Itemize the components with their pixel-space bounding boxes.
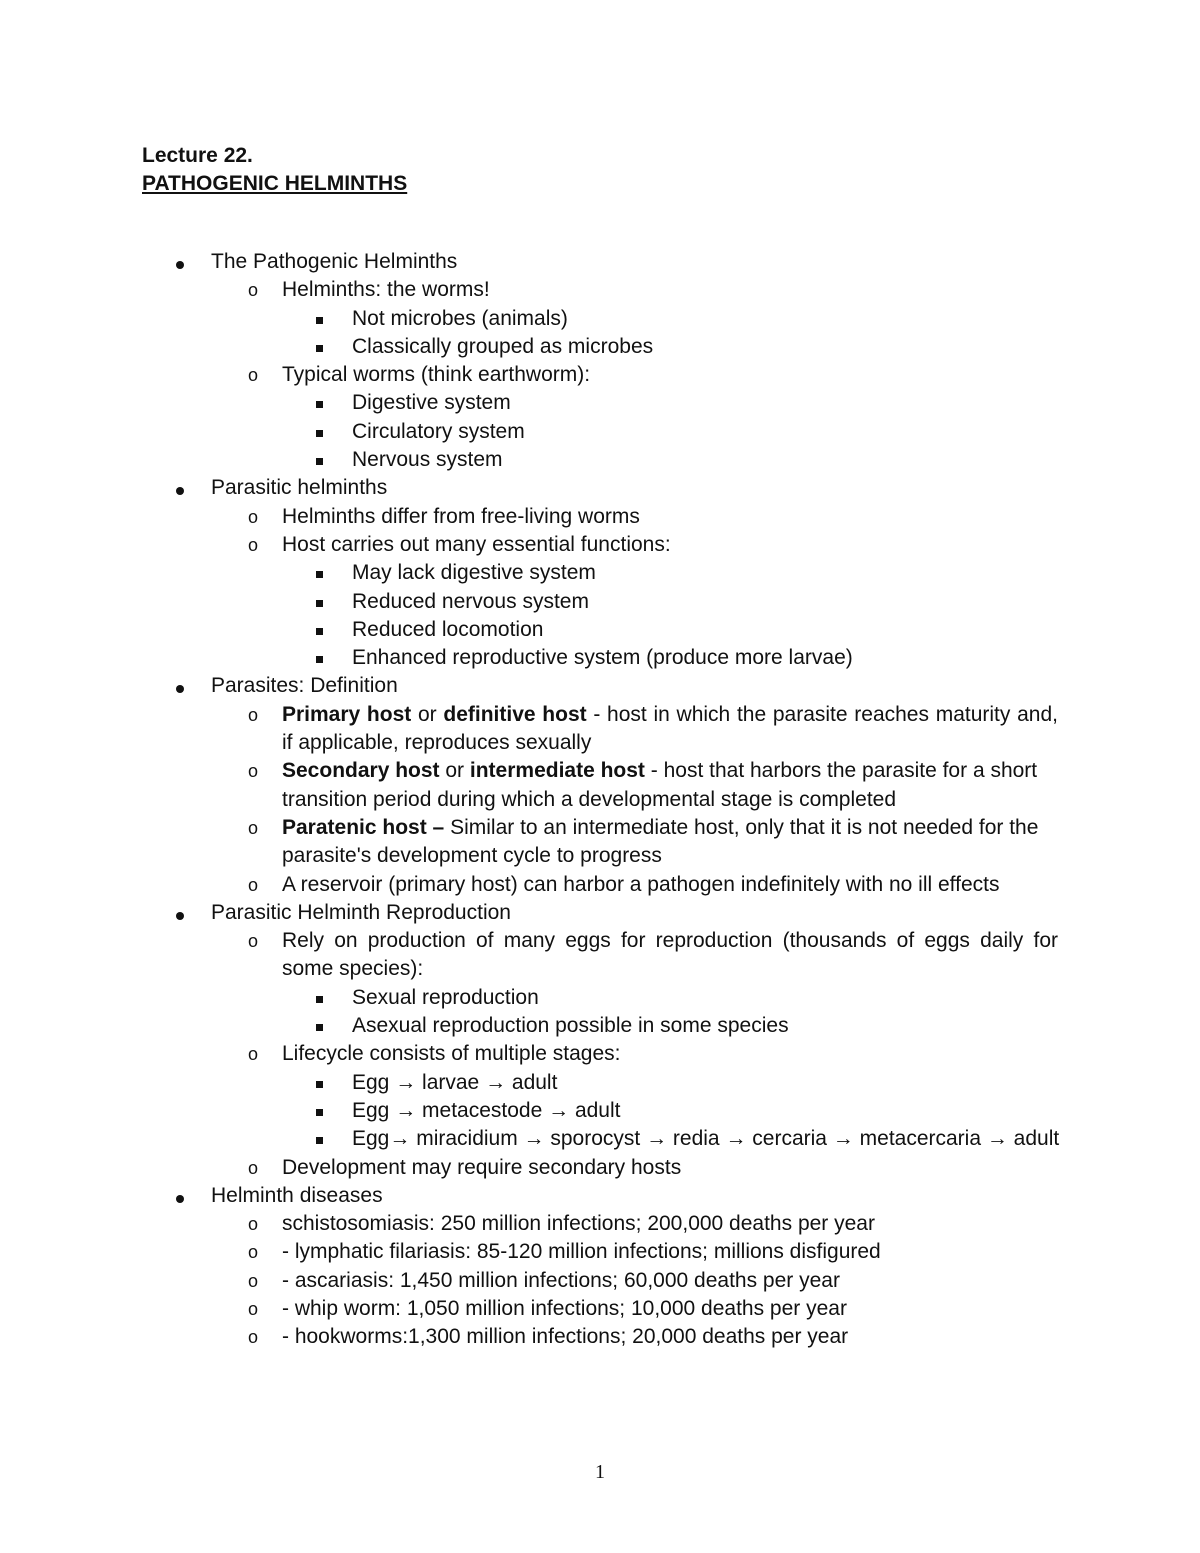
subitem-text: Circulatory system — [352, 419, 525, 443]
subitem-text: Egg→ miracidium → sporocyst → redia → cercaria → metacercaria → adult — [352, 1127, 1060, 1151]
definition-item — [174, 757, 1064, 814]
section-label: Parasitic Helminth Reproduction — [211, 900, 511, 924]
list-subitem — [174, 446, 1064, 474]
subitem-text: Nervous system — [352, 448, 503, 472]
circle-bullet-icon: o — [248, 817, 259, 838]
subitem-text: Egg → larvae → adult — [352, 1070, 558, 1094]
lecture-label: Lecture 22. — [142, 144, 253, 167]
square-bullet-icon — [316, 418, 330, 446]
definition-term: intermediate host — [469, 759, 645, 783]
subitem-text: Sexual reproduction — [352, 985, 539, 1009]
bullet-dot-icon — [174, 672, 186, 700]
disease-text: - hookworms:1,300 million infections; 20,000 deaths per year — [282, 1325, 849, 1349]
item-text: Host carries out many essential functions: — [282, 532, 671, 556]
definition-joiner: or — [439, 759, 470, 783]
circle-bullet-icon: o — [248, 704, 259, 725]
section-parasites-definition — [174, 672, 1064, 700]
square-bullet-icon — [316, 984, 330, 1012]
subitem-text: Asexual reproduction possible in some species — [352, 1014, 789, 1038]
definition-text: A reservoir (primary host) can harbor a pathogen indefinitely with no ill effects — [282, 872, 1000, 896]
definition-item — [174, 814, 1064, 871]
circle-bullet-icon: o — [248, 1270, 259, 1291]
section-label: Parasites: Definition — [211, 674, 398, 698]
definition-term: Paratenic host – — [282, 815, 445, 839]
circle-bullet-icon: o — [248, 761, 259, 782]
list-item — [174, 927, 1064, 984]
square-bullet-icon — [316, 1012, 330, 1040]
section-parasitic-helminths — [174, 474, 1064, 502]
section-pathogenic-helminths — [174, 248, 1064, 276]
disease-item — [174, 1295, 1064, 1323]
circle-bullet-icon: o — [248, 1157, 259, 1178]
subitem-text: Egg → metacestode → adult — [352, 1098, 621, 1122]
subitem-text: Classically grouped as microbes — [352, 334, 654, 358]
square-bullet-icon — [316, 446, 330, 474]
list-subitem — [174, 1097, 1064, 1125]
bullet-dot-icon — [174, 899, 186, 927]
circle-bullet-icon: o — [248, 506, 259, 527]
square-bullet-icon — [316, 305, 330, 333]
definition-text: - host that harbors the parasite for a short transition period during which a developmental stage is completed — [282, 759, 1038, 811]
square-bullet-icon — [316, 333, 330, 361]
section-label: Helminth diseases — [211, 1183, 383, 1207]
item-text: Helminths: the worms! — [282, 278, 490, 302]
section-label: Parasitic helminths — [211, 476, 388, 500]
definition-text: - host in which the parasite reaches maturity and, if applicable, reproduces sexually — [282, 702, 1058, 755]
item-text: Helminths differ from free-living worms — [282, 504, 640, 528]
square-bullet-icon — [316, 1097, 330, 1125]
circle-bullet-icon: o — [248, 931, 259, 952]
circle-bullet-icon: o — [248, 1298, 259, 1319]
square-bullet-icon — [316, 389, 330, 417]
circle-bullet-icon: o — [248, 1044, 259, 1065]
square-bullet-icon — [316, 616, 330, 644]
section-helminth-diseases — [174, 1182, 1064, 1210]
square-bullet-icon — [316, 559, 330, 587]
circle-bullet-icon: o — [248, 874, 259, 895]
subitem-text: Reduced nervous system — [352, 589, 589, 613]
circle-bullet-icon: o — [248, 1242, 259, 1263]
list-subitem — [174, 333, 1064, 361]
item-text: Lifecycle consists of multiple stages: — [282, 1042, 621, 1066]
item-text: Typical worms (think earthworm): — [282, 363, 591, 387]
disease-text: - lymphatic filariasis: 85-120 million infections; millions disfigured — [282, 1240, 881, 1264]
disease-text: schistosomiasis: 250 million infections; 200,000 deaths per year — [282, 1212, 875, 1236]
circle-bullet-icon: o — [248, 1214, 259, 1235]
list-item — [174, 531, 1064, 559]
list-item — [174, 503, 1064, 531]
list-subitem — [174, 984, 1064, 1012]
subitem-text: May lack digestive system — [352, 561, 596, 585]
definition-joiner: or — [411, 702, 444, 726]
disease-item — [174, 1210, 1064, 1238]
subitem-text: Digestive system — [352, 391, 511, 415]
disease-item — [174, 1267, 1064, 1295]
list-subitem — [174, 616, 1064, 644]
bullet-dot-icon — [174, 474, 186, 502]
list-subitem — [174, 418, 1064, 446]
square-bullet-icon — [316, 1125, 330, 1153]
document-header — [142, 142, 1062, 198]
list-subitem — [174, 644, 1064, 672]
section-label: The Pathogenic Helminths — [211, 250, 458, 273]
disease-text: - whip worm: 1,050 million infections; 10,000 deaths per year — [282, 1296, 847, 1320]
document-title: PATHOGENIC HELMINTHS — [142, 172, 408, 195]
disease-item — [174, 1323, 1064, 1351]
circle-bullet-icon: o — [248, 365, 259, 386]
circle-bullet-icon: o — [248, 1327, 259, 1348]
subitem-text: Reduced locomotion — [352, 617, 544, 641]
list-subitem — [174, 1069, 1064, 1097]
square-bullet-icon — [316, 644, 330, 672]
list-item — [174, 1040, 1064, 1068]
definition-term: definitive host — [443, 702, 587, 726]
list-subitem — [174, 389, 1064, 417]
list-item — [174, 1154, 1064, 1182]
definition-item — [174, 871, 1064, 899]
subitem-text: Enhanced reproductive system (produce more larvae) — [352, 646, 853, 670]
item-text: Development may require secondary hosts — [282, 1155, 682, 1179]
section-reproduction — [174, 899, 1064, 927]
definition-text: Similar to an intermediate host, only that it is not needed for the parasite's development cycle to progress — [282, 815, 1039, 868]
bullet-dot-icon — [174, 1182, 186, 1210]
circle-bullet-icon: o — [248, 280, 259, 301]
page-number: 1 — [595, 1461, 605, 1483]
lecture-outline — [174, 248, 1064, 1352]
circle-bullet-icon: o — [248, 534, 259, 555]
disease-item — [174, 1238, 1064, 1266]
level-one-list — [174, 248, 1064, 1352]
list-subitem — [174, 588, 1064, 616]
list-subitem — [174, 559, 1064, 587]
definition-item — [174, 701, 1064, 758]
square-bullet-icon — [316, 1069, 330, 1097]
list-subitem — [174, 305, 1064, 333]
list-item — [174, 276, 1064, 304]
definition-term: Primary host — [282, 702, 412, 726]
list-subitem — [174, 1012, 1064, 1040]
square-bullet-icon — [316, 588, 330, 616]
disease-text: - ascariasis: 1,450 million infections; 60,000 deaths per year — [282, 1268, 840, 1292]
subitem-text: Not microbes (animals) — [352, 306, 568, 330]
bullet-dot-icon — [174, 248, 186, 276]
item-text: Rely on production of many eggs for reproduction (thousands of eggs daily for some species): — [282, 929, 1058, 981]
list-subitem — [174, 1125, 1064, 1153]
definition-term: Secondary host — [282, 759, 440, 783]
list-item — [174, 361, 1064, 389]
